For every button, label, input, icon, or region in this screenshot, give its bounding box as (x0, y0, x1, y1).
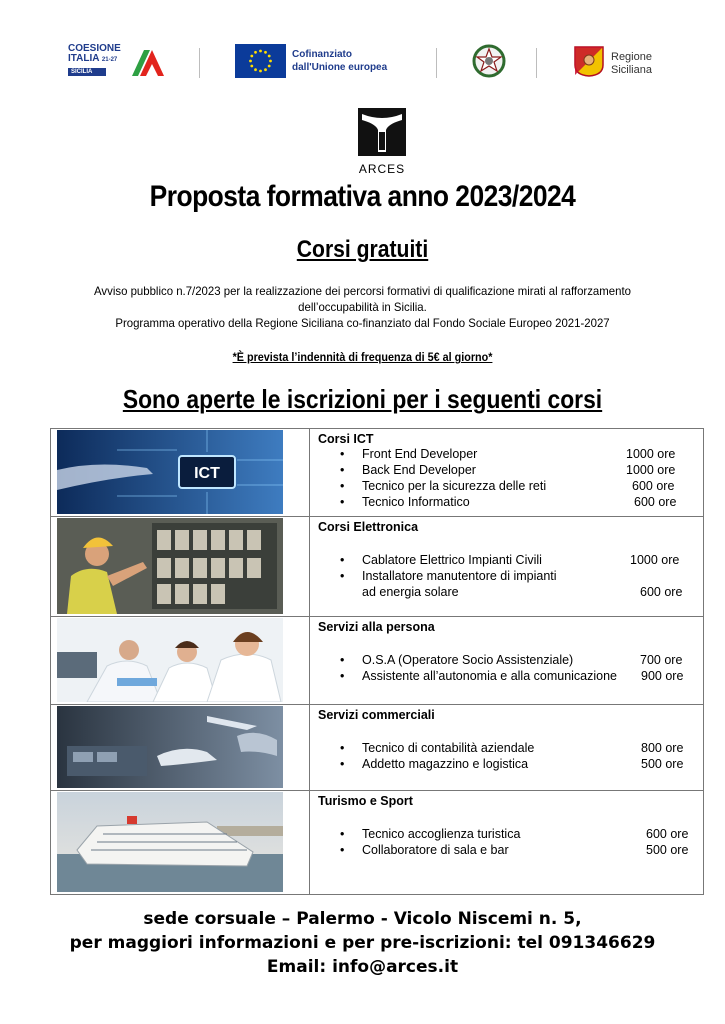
allowance-note: *È prevista l’indennità di frequenza di 5€ al giorno* (232, 350, 493, 364)
eu-line2: dall'Unione europea (292, 62, 388, 73)
bullet-icon: • (340, 843, 345, 857)
course-name: Back End Developer (362, 463, 476, 477)
course-item-continuation (318, 584, 698, 600)
course-hours: 1000 ore (626, 463, 676, 477)
course-item (318, 842, 698, 858)
course-item (318, 478, 698, 494)
courses-table (50, 428, 704, 895)
course-hours: 600 ore (632, 479, 675, 493)
bullet-icon: • (340, 569, 345, 583)
bullet-icon: • (340, 653, 345, 667)
bullet-icon: • (340, 479, 345, 493)
category-text-cell (318, 705, 698, 772)
course-name: Installatore manutentore di impianti (362, 569, 557, 583)
arces-name: ARCES (358, 162, 406, 176)
course-name: Assistente all’autonomia e alla comunicazione (362, 669, 618, 683)
footer-email[interactable]: Email: info@arces.it (266, 957, 459, 977)
footer-address: sede corsuale – Palermo - Vicolo Niscemi n. 5, (143, 909, 582, 929)
logo-divider (436, 48, 437, 78)
category-name: Servizi alla persona (318, 620, 435, 634)
ict-photo (57, 430, 283, 514)
logo-divider (536, 48, 537, 78)
course-category-row (51, 517, 703, 617)
course-name: Front End Developer (362, 447, 478, 461)
public-notice (56, 283, 669, 331)
course-hours: 900 ore (641, 669, 684, 683)
course-hours: 600 ore (640, 585, 683, 599)
category-image-cell (51, 705, 310, 790)
electrician-photo (57, 518, 283, 614)
course-category-row (51, 429, 703, 517)
course-item (318, 462, 698, 478)
bullet-icon: • (340, 447, 345, 461)
logo-divider (199, 48, 200, 78)
enrollment-heading (44, 384, 682, 415)
course-hours: 500 ore (641, 757, 684, 771)
bullet-icon: • (340, 757, 345, 771)
course-category-row (51, 705, 703, 791)
bullet-icon: • (340, 827, 345, 841)
course-name: Tecnico Informatico (362, 495, 470, 509)
course-name: Addetto magazzino e logistica (362, 757, 529, 771)
category-name: Servizi commerciali (318, 708, 435, 722)
course-hours: 800 ore (641, 741, 684, 755)
category-text-cell (318, 617, 698, 684)
enrollment-heading-text: Sono aperte le iscrizioni per i seguenti corsi (122, 384, 603, 414)
course-item (318, 652, 698, 668)
course-hours: 700 ore (640, 653, 683, 667)
regione-line2: Siciliana (611, 64, 652, 76)
course-name: Tecnico accoglienza turistica (362, 827, 521, 841)
course-item (318, 552, 698, 568)
course-name-cont: ad energia solare (362, 585, 459, 599)
course-category-row (51, 791, 703, 894)
logistics-photo (57, 706, 283, 788)
eu-flag-icon (235, 44, 286, 78)
category-text-cell (318, 429, 698, 510)
course-hours: 1000 ore (626, 447, 676, 461)
bullet-icon: • (340, 669, 345, 683)
bullet-icon: • (340, 495, 345, 509)
course-item (318, 756, 698, 772)
coesione-region: SICILIA (68, 68, 106, 76)
notice-line1: Avviso pubblico n.7/2023 per la realizzazione dei percorsi formativi di qualificazione mirati al rafforzamento (94, 284, 631, 298)
ict-badge-text: ICT (194, 465, 220, 482)
coesione-arrow-icon (130, 46, 166, 78)
category-image-cell (51, 617, 310, 704)
eu-line1: Cofinanziato (292, 49, 352, 60)
bullet-icon: • (340, 553, 345, 567)
course-hours: 600 ore (646, 827, 689, 841)
category-image-cell (51, 429, 310, 516)
course-name: Tecnico per la sicurezza delle reti (362, 479, 547, 493)
course-item (318, 740, 698, 756)
course-item (318, 826, 698, 842)
page-subtitle (44, 236, 682, 264)
bullet-icon: • (340, 463, 345, 477)
page-title: Proposta formativa anno 2023/2024 (149, 180, 576, 213)
course-hours: 500 ore (646, 843, 689, 857)
coesione-years: 21-27 (101, 57, 118, 63)
subtitle-text: Corsi gratuiti (296, 236, 429, 263)
category-image-cell (51, 791, 310, 894)
footer-phone[interactable]: per maggiori informazioni e per pre-iscrizioni: tel 091346629 (69, 933, 656, 953)
course-hours: 600 ore (634, 495, 677, 509)
course-item (318, 446, 698, 462)
coesione-italia-logo (66, 44, 166, 82)
healthcare-photo (57, 618, 283, 702)
notice-line3: Programma operativo della Regione Siciliana co-finanziato dal Fondo Sociale Europeo 2021-2027 (115, 316, 610, 330)
coesione-line2: ITALIA (68, 53, 100, 64)
category-text-cell (318, 791, 698, 858)
course-name: O.S.A (Operatore Socio Assistenziale) (362, 653, 574, 667)
category-name: Corsi ICT (318, 432, 374, 446)
course-name: Cablatore Elettrico Impianti Civili (362, 553, 542, 567)
regione-line1: Regione (611, 51, 652, 63)
sicilia-shield-icon (573, 45, 605, 77)
cruise-ship-photo (57, 792, 283, 892)
eu-cofinanziato-text (292, 48, 387, 74)
course-item (318, 668, 698, 684)
arces-logo (358, 108, 406, 156)
italian-republic-emblem-icon (472, 44, 506, 78)
coesione-line1: COESIONE (68, 43, 121, 54)
course-item (318, 568, 698, 584)
course-hours: 1000 ore (630, 553, 680, 567)
course-name: Collaboratore di sala e bar (362, 843, 509, 857)
bullet-icon: • (340, 741, 345, 755)
course-name: Tecnico di contabilità aziendale (362, 741, 535, 755)
category-name: Corsi Elettronica (318, 520, 419, 534)
category-name: Turismo e Sport (318, 794, 413, 808)
course-item (318, 494, 698, 510)
contact-footer (0, 907, 725, 979)
notice-line2: dell’occupabilità in Sicilia. (298, 300, 427, 314)
course-category-row (51, 617, 703, 705)
category-text-cell (318, 517, 698, 600)
category-image-cell (51, 517, 310, 616)
regione-siciliana-text (611, 51, 652, 77)
